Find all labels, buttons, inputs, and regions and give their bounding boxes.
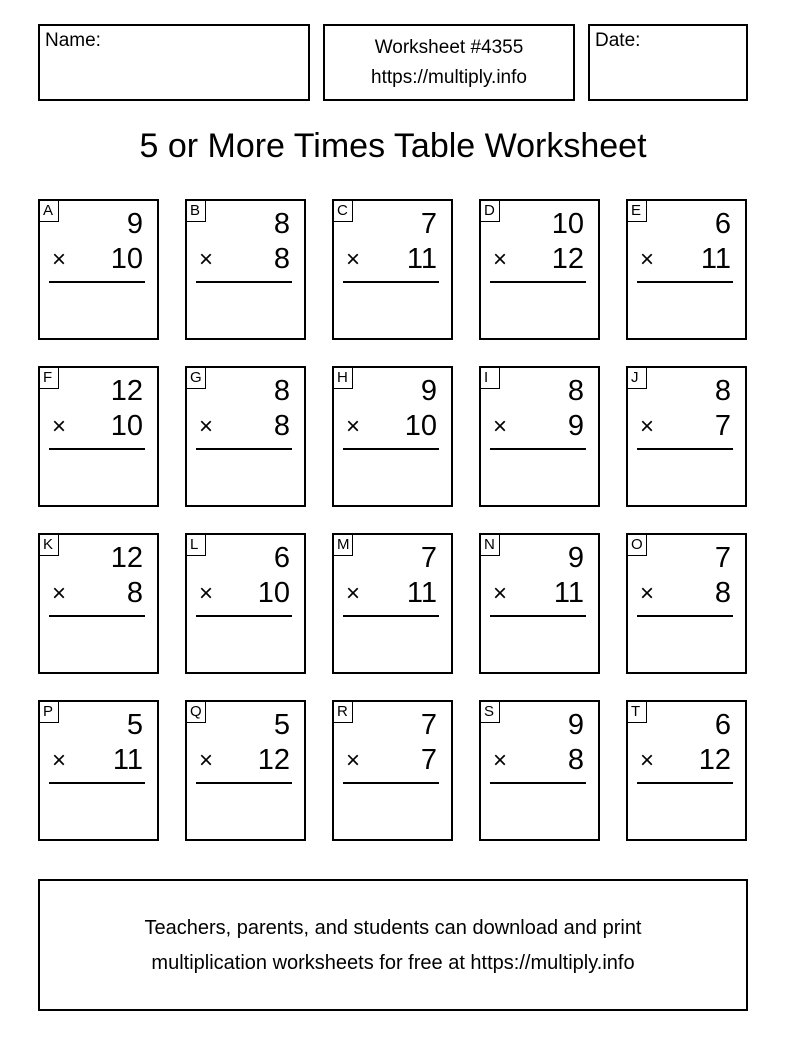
problem-letter: D bbox=[480, 200, 500, 222]
problem-multiplicand: 7 bbox=[714, 542, 731, 574]
answer-line bbox=[637, 782, 733, 784]
multiply-sign-icon: × bbox=[199, 747, 214, 774]
date-field-box bbox=[588, 24, 748, 101]
answer-line bbox=[637, 281, 733, 283]
problem-multiplier: 11 bbox=[112, 744, 143, 776]
multiply-sign-icon: × bbox=[493, 413, 508, 440]
answer-line bbox=[490, 281, 586, 283]
multiply-sign-icon: × bbox=[346, 413, 361, 440]
problem-letter: L bbox=[186, 534, 206, 556]
problem-multiplicand: 8 bbox=[273, 208, 290, 240]
problem-multiplicand: 6 bbox=[714, 208, 731, 240]
answer-line bbox=[196, 281, 292, 283]
problem-multiplier: 10 bbox=[257, 577, 290, 609]
answer-line bbox=[490, 448, 586, 450]
problem-multiplicand: 8 bbox=[714, 375, 731, 407]
footer-line-2: multiplication worksheets for free at https://multiply.info bbox=[151, 952, 635, 974]
problem-card bbox=[479, 533, 600, 674]
problem-letter: K bbox=[39, 534, 59, 556]
problem-multiplicand: 8 bbox=[567, 375, 584, 407]
multiply-sign-icon: × bbox=[640, 246, 655, 273]
problem-multiplier: 8 bbox=[714, 577, 731, 609]
page-title: 5 or More Times Table Worksheet bbox=[139, 127, 647, 165]
problem-letter: M bbox=[333, 534, 353, 556]
problem-card bbox=[626, 700, 747, 841]
problem-multiplicand: 12 bbox=[110, 375, 143, 407]
problem-card bbox=[38, 199, 159, 340]
problem-multiplier: 8 bbox=[567, 744, 584, 776]
name-label: Name: bbox=[45, 30, 101, 51]
footer-line-1: Teachers, parents, and students can download and print bbox=[144, 917, 642, 939]
problem-letter: T bbox=[627, 701, 647, 723]
problem-letter: N bbox=[480, 534, 500, 556]
multiply-sign-icon: × bbox=[493, 246, 508, 273]
problem-letter: G bbox=[186, 367, 206, 389]
problem-card bbox=[185, 366, 306, 507]
problem-card bbox=[479, 700, 600, 841]
answer-line bbox=[343, 281, 439, 283]
problem-card bbox=[626, 366, 747, 507]
problem-letter: O bbox=[627, 534, 647, 556]
problem-multiplier: 10 bbox=[110, 243, 143, 275]
multiply-sign-icon: × bbox=[346, 747, 361, 774]
problem-multiplicand: 9 bbox=[567, 709, 584, 741]
multiply-sign-icon: × bbox=[52, 413, 67, 440]
answer-line bbox=[49, 281, 145, 283]
problem-card bbox=[185, 199, 306, 340]
multiply-sign-icon: × bbox=[52, 246, 67, 273]
problem-letter: R bbox=[333, 701, 353, 723]
problem-card bbox=[38, 366, 159, 507]
problem-card bbox=[332, 366, 453, 507]
multiply-sign-icon: × bbox=[346, 580, 361, 607]
problem-multiplier: 10 bbox=[110, 410, 143, 442]
problem-multiplicand: 7 bbox=[420, 709, 437, 741]
problem-letter: F bbox=[39, 367, 59, 389]
problem-multiplier: 11 bbox=[700, 243, 731, 275]
answer-line bbox=[196, 782, 292, 784]
problem-multiplier: 8 bbox=[273, 243, 290, 275]
problem-letter: H bbox=[333, 367, 353, 389]
answer-line bbox=[49, 615, 145, 617]
answer-line bbox=[343, 448, 439, 450]
problem-multiplicand: 8 bbox=[273, 375, 290, 407]
problem-card bbox=[38, 533, 159, 674]
answer-line bbox=[490, 615, 586, 617]
date-label: Date: bbox=[595, 30, 641, 51]
problem-multiplier: 7 bbox=[714, 410, 731, 442]
problem-letter: I bbox=[480, 367, 500, 389]
problem-multiplier: 8 bbox=[273, 410, 290, 442]
multiply-sign-icon: × bbox=[640, 413, 655, 440]
problem-card bbox=[332, 700, 453, 841]
problem-multiplier: 7 bbox=[420, 744, 437, 776]
problem-multiplicand: 12 bbox=[110, 542, 143, 574]
answer-line bbox=[343, 782, 439, 784]
answer-line bbox=[196, 448, 292, 450]
problem-multiplicand: 7 bbox=[420, 542, 437, 574]
worksheet-url: https://multiply.info bbox=[371, 67, 527, 88]
problem-multiplier: 12 bbox=[698, 744, 731, 776]
problem-multiplier: 12 bbox=[551, 243, 584, 275]
multiply-sign-icon: × bbox=[199, 413, 214, 440]
answer-line bbox=[490, 782, 586, 784]
problem-card bbox=[332, 199, 453, 340]
multiply-sign-icon: × bbox=[640, 580, 655, 607]
problem-card bbox=[185, 533, 306, 674]
multiply-sign-icon: × bbox=[346, 246, 361, 273]
answer-line bbox=[637, 448, 733, 450]
problem-multiplier: 12 bbox=[257, 744, 290, 776]
problem-card bbox=[332, 533, 453, 674]
answer-line bbox=[196, 615, 292, 617]
worksheet-number: Worksheet #4355 bbox=[374, 37, 524, 58]
problem-letter: J bbox=[627, 367, 647, 389]
problem-letter: Q bbox=[186, 701, 206, 723]
answer-line bbox=[49, 448, 145, 450]
multiply-sign-icon: × bbox=[640, 747, 655, 774]
problem-card bbox=[38, 700, 159, 841]
multiply-sign-icon: × bbox=[52, 580, 67, 607]
problem-multiplier: 11 bbox=[406, 243, 437, 275]
problem-multiplicand: 6 bbox=[714, 709, 731, 741]
problem-multiplier: 11 bbox=[406, 577, 437, 609]
answer-line bbox=[343, 615, 439, 617]
problem-multiplier: 10 bbox=[404, 410, 437, 442]
problem-letter: A bbox=[39, 200, 59, 222]
problem-letter: P bbox=[39, 701, 59, 723]
problem-card bbox=[479, 366, 600, 507]
problem-letter: C bbox=[333, 200, 353, 222]
problem-card bbox=[479, 199, 600, 340]
problem-multiplicand: 7 bbox=[420, 208, 437, 240]
multiply-sign-icon: × bbox=[52, 747, 67, 774]
multiply-sign-icon: × bbox=[199, 580, 214, 607]
answer-line bbox=[49, 782, 145, 784]
problem-letter: B bbox=[186, 200, 206, 222]
problem-multiplier: 11 bbox=[553, 577, 584, 609]
problem-multiplier: 9 bbox=[567, 410, 584, 442]
problem-multiplicand: 9 bbox=[420, 375, 437, 407]
problem-multiplicand: 9 bbox=[567, 542, 584, 574]
problem-multiplicand: 5 bbox=[273, 709, 290, 741]
answer-line bbox=[637, 615, 733, 617]
problem-card bbox=[626, 199, 747, 340]
problem-letter: E bbox=[627, 200, 647, 222]
worksheet-info-box bbox=[323, 24, 575, 101]
problem-multiplicand: 10 bbox=[551, 208, 584, 240]
multiply-sign-icon: × bbox=[199, 246, 214, 273]
problem-card bbox=[185, 700, 306, 841]
problem-multiplicand: 5 bbox=[126, 709, 143, 741]
name-field-box bbox=[38, 24, 310, 101]
problem-card bbox=[626, 533, 747, 674]
multiply-sign-icon: × bbox=[493, 580, 508, 607]
problem-multiplicand: 6 bbox=[273, 542, 290, 574]
problem-multiplicand: 9 bbox=[126, 208, 143, 240]
problem-multiplier: 8 bbox=[126, 577, 143, 609]
footer-box bbox=[38, 879, 748, 1011]
multiply-sign-icon: × bbox=[493, 747, 508, 774]
problem-letter: S bbox=[480, 701, 500, 723]
